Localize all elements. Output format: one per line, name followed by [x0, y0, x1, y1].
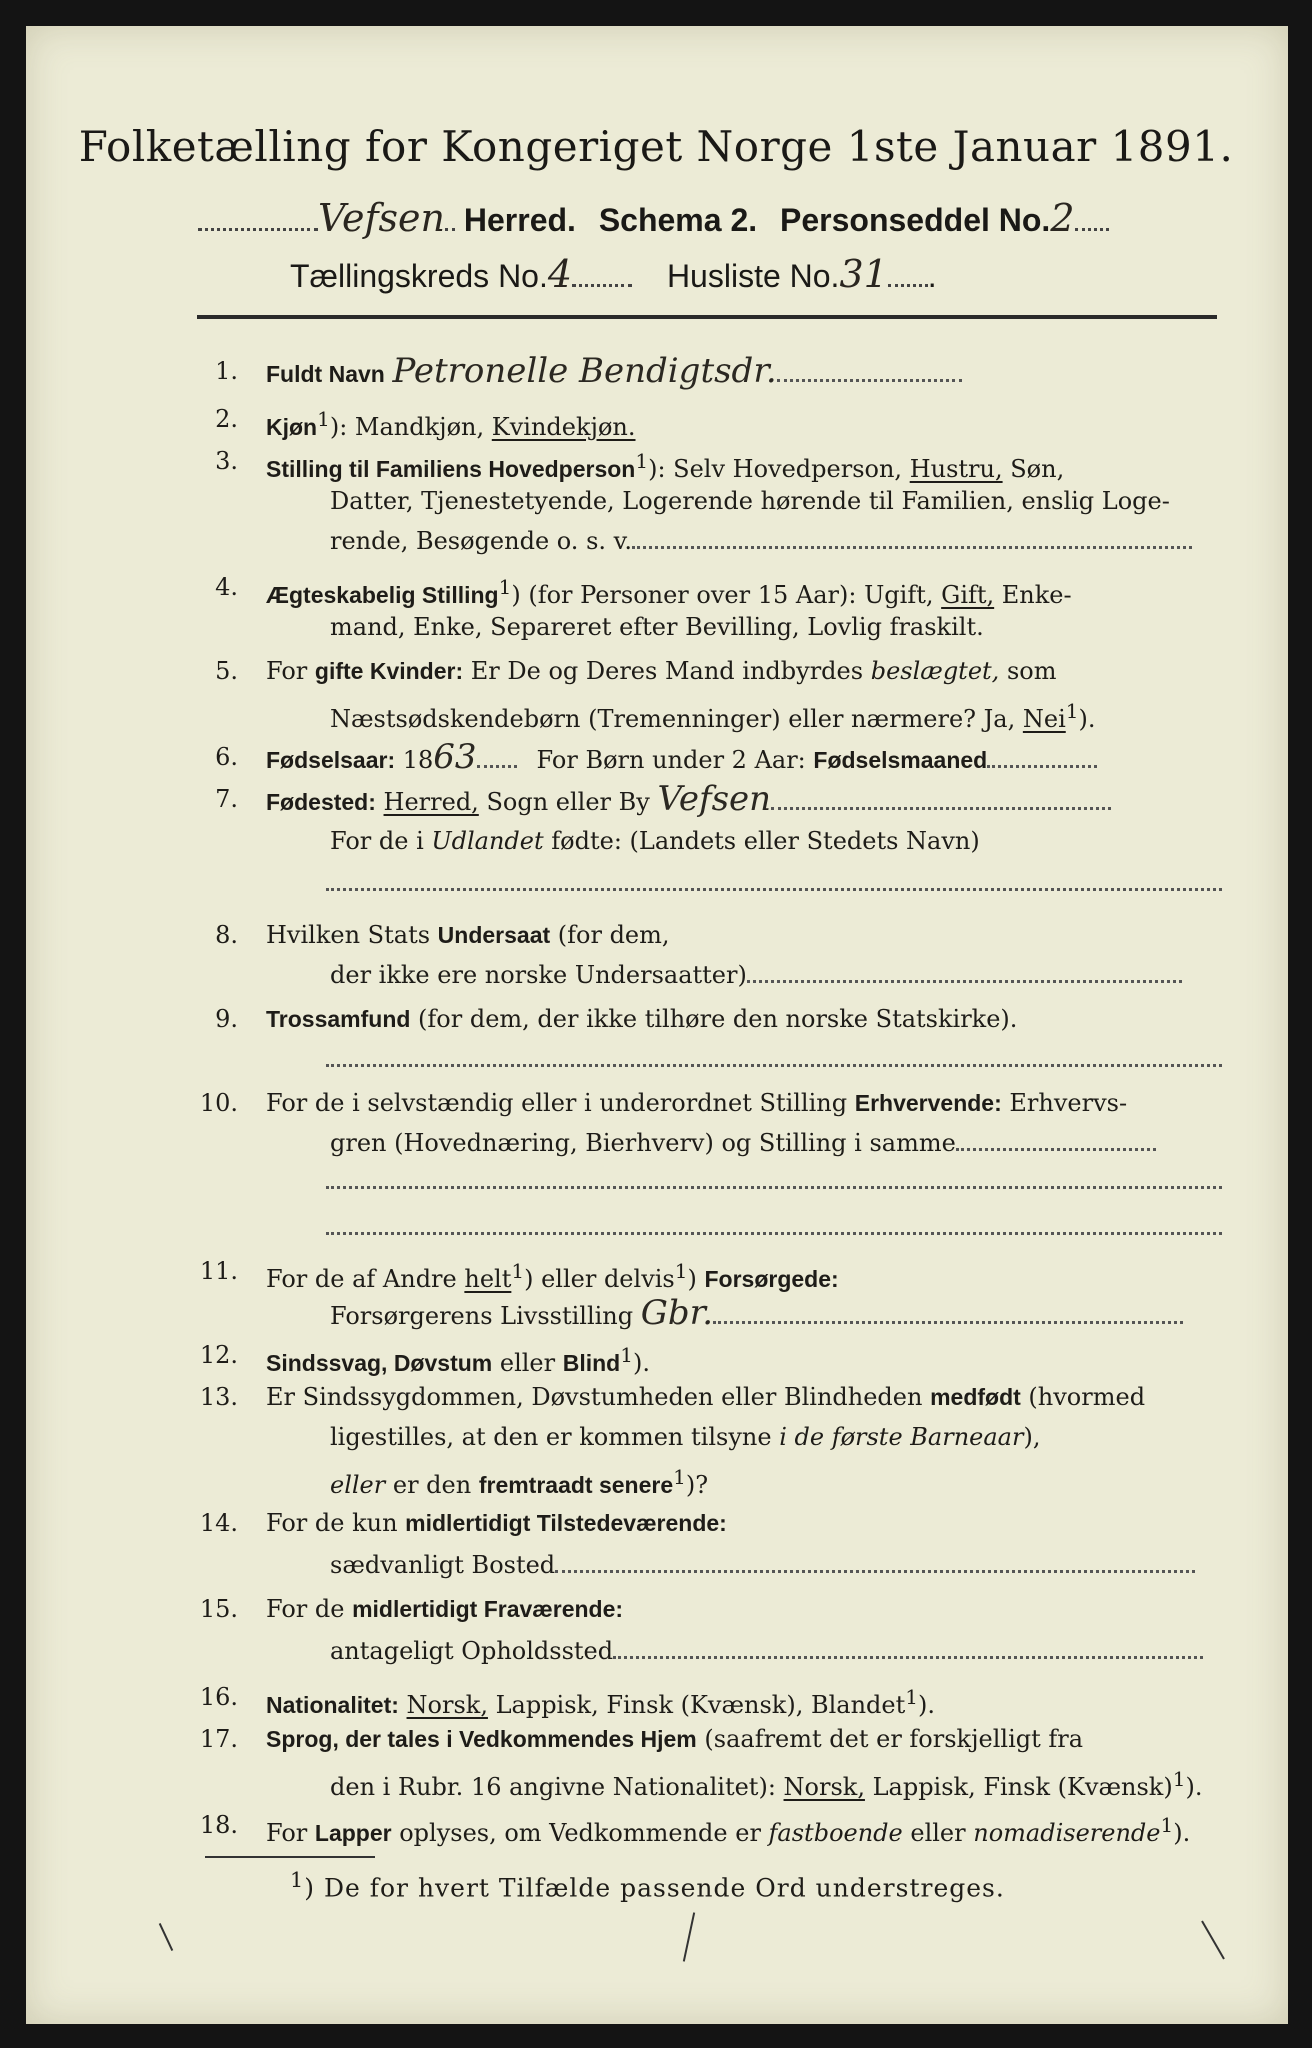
family-position-selected: Hustru, — [909, 455, 1003, 483]
temporary-present-label: midlertidigt Tilstedeværende: — [405, 1510, 727, 1536]
related-selected: Nei — [1022, 705, 1066, 733]
sex-label: Kjøn — [266, 414, 318, 440]
personseddel-label: Personseddel No. — [780, 202, 1051, 238]
lapps-label: Lapper — [314, 1820, 392, 1846]
item-number: 16. — [199, 1683, 238, 1711]
supporter-answer: Gbr. — [640, 1293, 713, 1333]
birth-month-label: Fødselsmaaned — [813, 747, 988, 773]
birth-year-label: Fødselsaar: — [266, 747, 396, 773]
supported-selected: helt — [464, 1265, 512, 1293]
husliste-value: 31 — [839, 252, 888, 296]
nationality-selected: Norsk, — [406, 1691, 488, 1719]
footnote-rule — [205, 1856, 375, 1858]
birthplace-selected: Herred, — [383, 788, 479, 816]
marital-status-label: Ægteskabelig Stilling — [266, 582, 499, 608]
birthplace-label: Fødested: — [266, 789, 376, 815]
item-number: 14. — [199, 1509, 238, 1537]
item-number: 17. — [199, 1725, 238, 1753]
birthplace-answer: Vefsen — [657, 779, 772, 819]
language-label: Sprog, der tales i Vedkommendes Hjem — [266, 1726, 697, 1752]
language-selected: Norsk, — [783, 1773, 865, 1801]
personseddel-value: 2 — [1050, 196, 1075, 240]
occupation-label: Erhvervende: — [854, 1090, 1002, 1116]
item-number: 13. — [199, 1383, 238, 1411]
nationality-label: Nationalitet: — [266, 1692, 399, 1718]
citizenship-label: Undersaat — [437, 922, 551, 948]
item-number: 1. — [215, 357, 238, 385]
form-title: Folketælling for Kongeriget Norge 1ste Januar 1891. — [78, 122, 1234, 171]
full-name-label: Fuldt Navn — [266, 361, 385, 387]
item-number: 15. — [199, 1595, 238, 1623]
husliste-label: Husliste No. — [666, 258, 840, 294]
item-number: 12. — [199, 1341, 238, 1369]
item-number: 5. — [215, 657, 238, 685]
item-number: 2. — [215, 405, 238, 433]
herred-value: Vefsen — [318, 196, 445, 240]
congenital-label: medfødt — [930, 1384, 1021, 1410]
item-number: 6. — [215, 743, 238, 771]
supported-label: Forsørgede: — [704, 1266, 839, 1292]
kreds-label: Tællingskreds No. — [290, 258, 548, 294]
sex-selected: Kvindekjøn. — [491, 413, 636, 441]
item-number: 18. — [199, 1811, 238, 1839]
header-rule — [197, 315, 1217, 319]
herred-label: Herred. — [463, 202, 576, 238]
herred-line — [198, 196, 1109, 240]
married-women-label: gifte Kvinder: — [314, 658, 464, 684]
disability-label: Sindssvag, Døvstum — [266, 1350, 493, 1376]
footnote: $^1$) De for hvert Tilfælde passende Ord understreges. — [290, 1868, 1005, 1903]
item-number: 3. — [215, 447, 238, 475]
family-position-label: Stilling til Familiens Hovedperson — [266, 456, 636, 482]
item-number: 7. — [215, 785, 238, 813]
item-number: 9. — [215, 1005, 238, 1033]
full-name-answer: Petronelle Bendigtsdr. — [392, 351, 777, 391]
item-number: 8. — [215, 921, 238, 949]
schema-label: Schema 2. — [598, 202, 758, 238]
temporary-absent-label: midlertidigt Fraværende: — [352, 1596, 624, 1622]
kreds-line: Tællingskreds No.4 Husliste No.31 . — [290, 252, 937, 296]
birth-year-answer: 63 — [433, 737, 477, 777]
item-number: 11. — [199, 1257, 238, 1285]
religion-label: Trossamfund — [266, 1006, 411, 1032]
item-number: 4. — [215, 573, 238, 601]
marital-status-selected: Gift, — [941, 581, 995, 609]
item-number: 10. — [199, 1089, 238, 1117]
kreds-value: 4 — [547, 252, 573, 296]
